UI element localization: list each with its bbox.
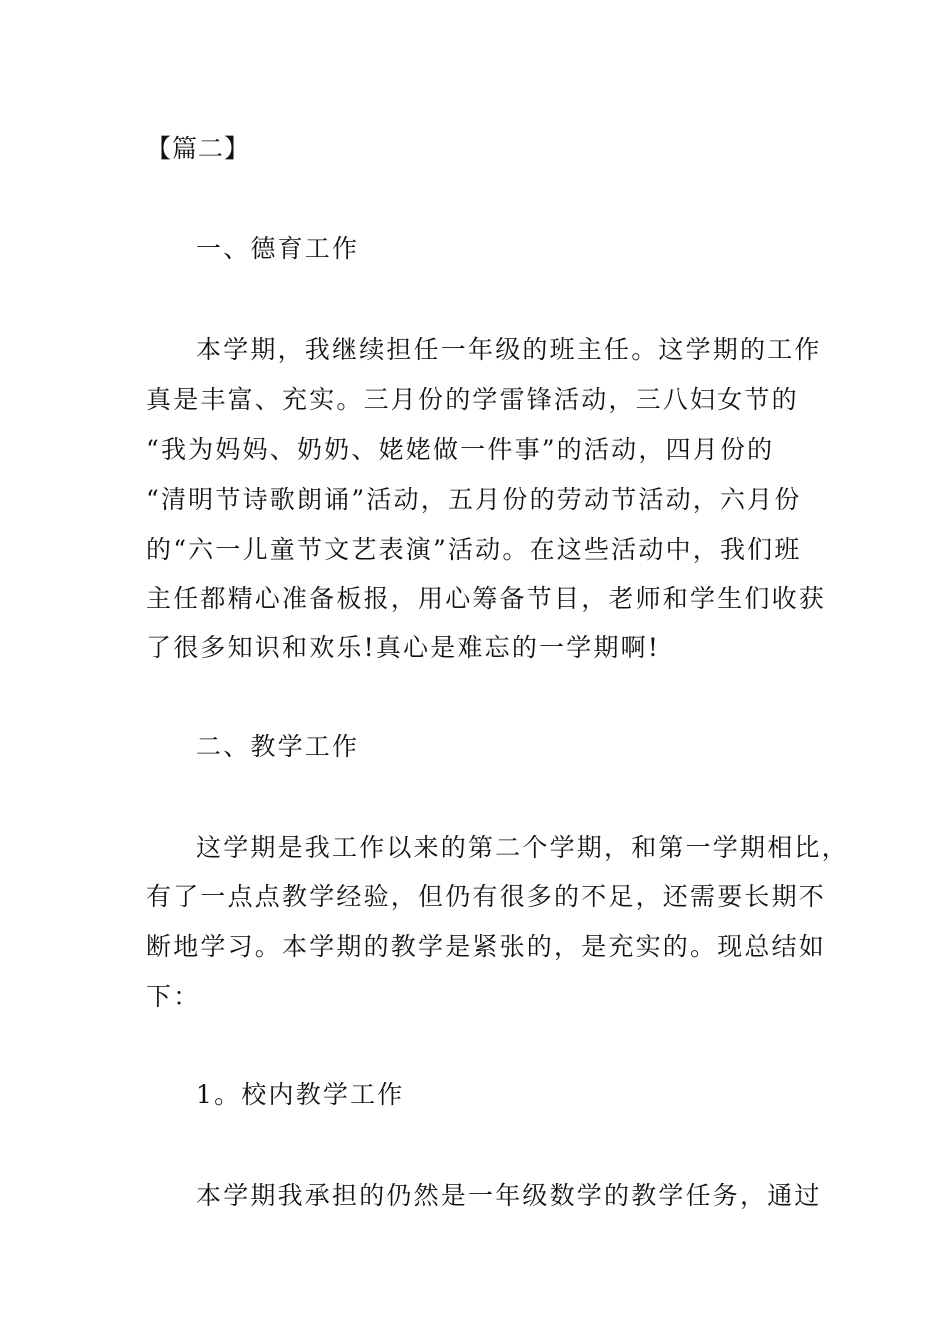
paragraph-line: “清明节诗歌朗诵”活动，五月份的劳动节活动，六月份	[146, 485, 802, 514]
paragraph-line: “我为妈妈、奶奶、姥姥做一件事”的活动，四月份的	[146, 435, 775, 464]
paragraph-line: 的“六一儿童节文艺表演”活动。在这些活动中，我们班	[146, 535, 802, 564]
heading-moral-education: 一、德育工作	[196, 234, 360, 263]
paragraph-line: 这学期是我工作以来的第二个学期，和第一学期相比，	[196, 833, 849, 862]
paragraph-line: 断地学习。本学期的教学是紧张的，是充实的。现总结如	[146, 932, 827, 961]
paragraph-line: 下：	[146, 982, 201, 1011]
paragraph-line: 有了一点点教学经验，但仍有很多的不足，还需要长期不	[146, 882, 827, 911]
paragraph-line: 了很多知识和欢乐!真心是难忘的一学期啊!	[146, 633, 661, 662]
heading-teaching-work: 二、教学工作	[196, 732, 360, 761]
paragraph-line: 本学期我承担的仍然是一年级数学的教学任务，通过	[196, 1181, 822, 1210]
heading-school-teaching: 1。校内教学工作	[196, 1080, 405, 1109]
paragraph-line: 主任都精心准备板报，用心筹备节目，老师和学生们收获	[146, 584, 827, 613]
section-title: 【篇二】	[146, 134, 251, 163]
paragraph-line: 真是丰富、充实。三月份的学雷锋活动，三八妇女节的	[146, 385, 799, 414]
paragraph-line: 本学期，我继续担任一年级的班主任。这学期的工作	[196, 335, 822, 364]
